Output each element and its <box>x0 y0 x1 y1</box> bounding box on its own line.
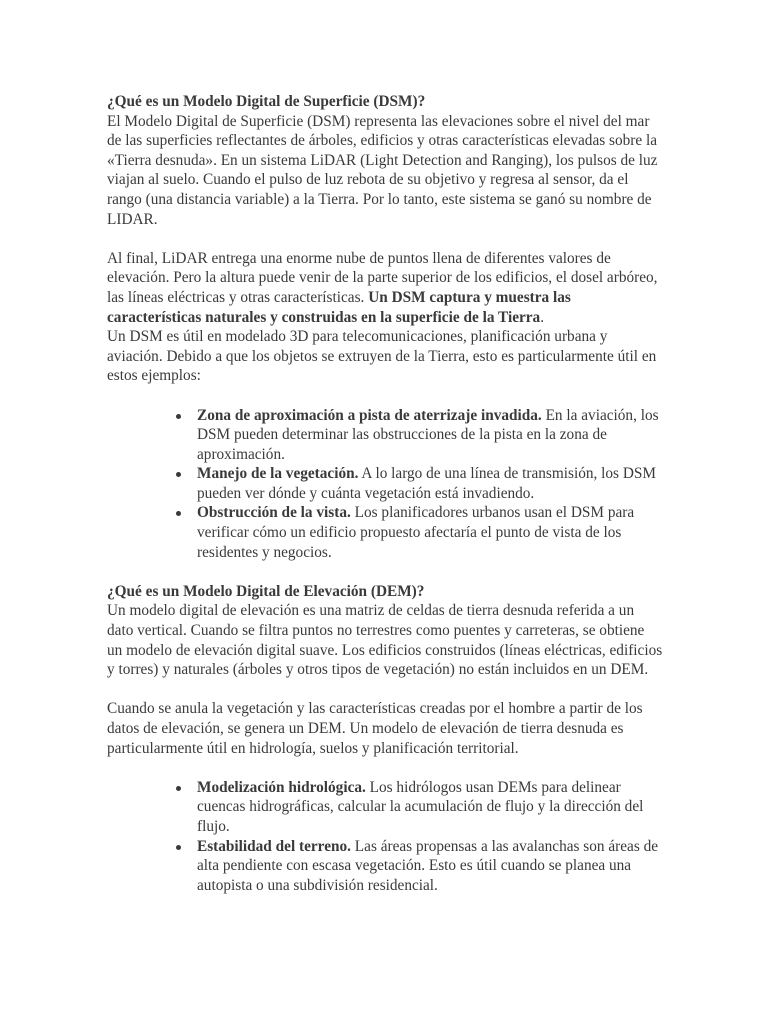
list-item-title: Estabilidad del terreno. <box>197 837 351 855</box>
list-item-text: Los hidrólogos usan DEMs para delinear cuencas hidrográficas, calcular la acumulación de flujo y la dirección del flujo. <box>197 778 644 835</box>
list-item-text: Las áreas propensas a las avalanchas son áreas de alta pendiente con escasa vegetación. Esto es útil cuando se planea una autopista o una subdivisión residencial. <box>197 837 659 894</box>
list-item <box>197 778 663 837</box>
paragraph-dsm-uses: Un DSM es útil en modelado 3D para telecomunicaciones, planificación urbana y aviación. Debido a que los objetos se extruyen de la Tierra, esto es particularmente útil en estos ejemplos: <box>107 328 657 385</box>
list-item <box>197 406 663 465</box>
list-item <box>197 837 663 896</box>
paragraph-dsm-definition: El Modelo Digital de Superficie (DSM) representa las elevaciones sobre el nivel del mar de las superficies reflectantes de árboles, edificios y otras características elevadas sobre la «Tierra desnuda». En un sistema LiDAR (Light Detection and Ranging), los pulsos de luz viajan al suelo. Cuando el pulso de luz rebota de su objetivo y regresa al sensor, da el rango (una distancia variable) a la Tierra. Por lo tanto, este sistema se ganó su nombre de LIDAR. <box>107 112 658 228</box>
list-item-title: Zona de aproximación a pista de aterrizaje invadida. <box>197 406 542 424</box>
paragraph-dem-definition: Un modelo digital de elevación es una matriz de celdas de tierra desnuda referida a un dato vertical. Cuando se filtra puntos no terrestres como puentes y carreteras, se obtiene un modelo de elevación digital suave. Los edificios construidos (líneas eléctricas, edificios y torres) y naturales (árboles y otros tipos de vegetación) no están incluidos en un DEM. <box>107 602 663 679</box>
heading-dsm: ¿Qué es un Modelo Digital de Superficie (DSM)? <box>107 93 426 110</box>
list-dsm-examples <box>107 406 663 563</box>
list-item-title: Obstrucción de la vista. <box>197 504 351 522</box>
paragraph-text-end: . <box>540 308 545 326</box>
list-item <box>197 464 663 503</box>
paragraph-dsm-lidar <box>107 249 663 327</box>
list-item-text: A lo largo de una línea de transmisión, los DSM pueden ver dónde y cuánta vegetación está invadiendo. <box>197 465 656 502</box>
paragraph-dem-generation: Cuando se anula la vegetación y las características creadas por el hombre a partir de los datos de elevación, se genera un DEM. Un modelo de elevación de tierra desnuda es particularmente útil en hidrología, suelos y planificación territorial. <box>107 700 643 757</box>
paragraph-text: Al final, LiDAR entrega una enorme nube de puntos llena de diferentes valores de elevación. Pero la altura puede venir de la parte superior de los edificios, el dosel arbóreo, las líneas eléctricas y otras características. <box>107 249 658 306</box>
paragraph-emphasis: Un DSM captura y muestra las características naturales y construidas en la superficie de la Tierra <box>107 288 571 326</box>
paragraph-gap <box>107 758 663 778</box>
list-item-title: Modelización hidrológica. <box>197 778 366 796</box>
paragraph-gap <box>107 386 663 406</box>
document-body <box>107 92 663 895</box>
list-item-title: Manejo de la vegetación. <box>197 465 359 483</box>
paragraph-gap <box>107 229 663 249</box>
list-item <box>197 503 663 562</box>
paragraph-gap <box>107 680 663 700</box>
list-item-text: En la aviación, los DSM pueden determinar las obstrucciones de la pista en la zona de aproximación. <box>197 406 659 463</box>
heading-dem: ¿Qué es un Modelo Digital de Elevación (DEM)? <box>107 582 425 600</box>
list-dem-examples <box>107 778 663 896</box>
list-item-text: Los planificadores urbanos usan el DSM para verificar cómo un edificio propuesto afectaría el punto de vista de los residentes y negocios. <box>197 504 635 561</box>
paragraph-gap <box>107 562 663 582</box>
